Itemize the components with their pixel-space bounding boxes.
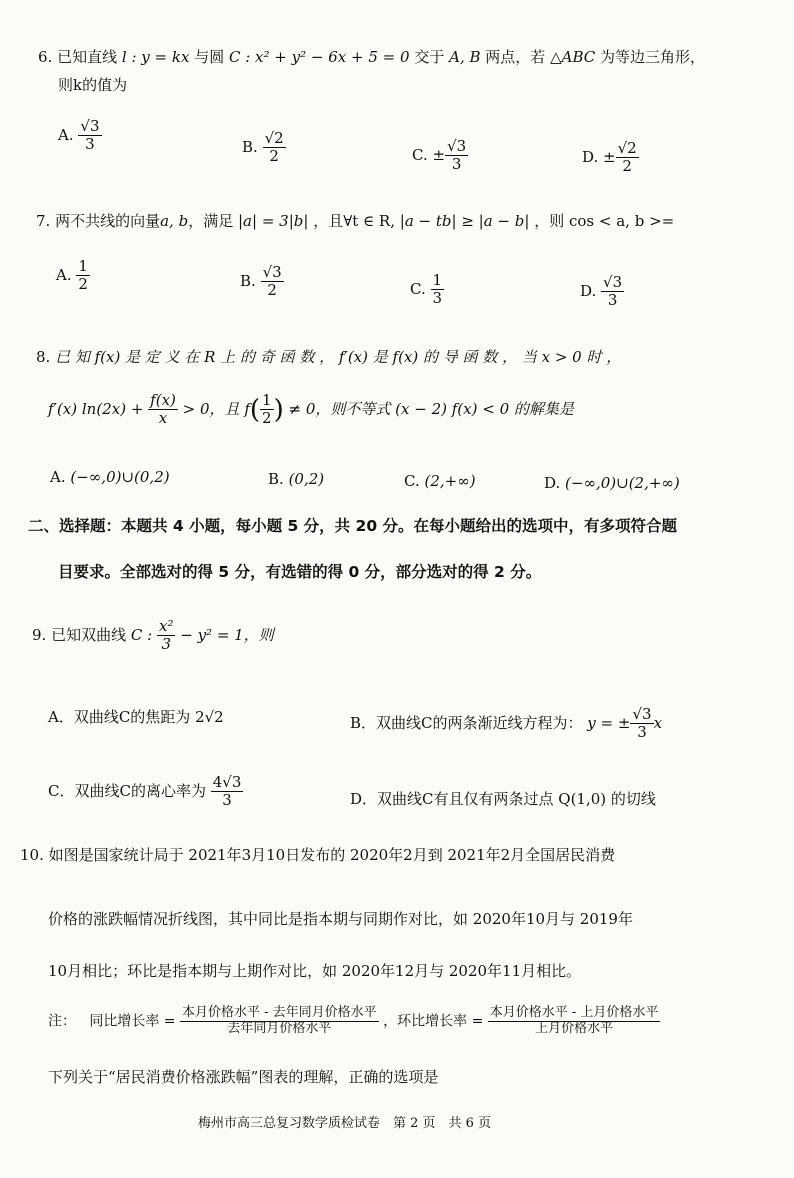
q7-number: 7. xyxy=(36,212,51,230)
q8-option-a[interactable]: A. (−∞,0)∪(0,2) xyxy=(50,468,170,486)
q6-line1: 6. 已知直线 l : y = kx 与圆 C : x² + y² − 6x + 5 = 0 交于 A, B 两点，若 △ABC 为等边三角形， xyxy=(38,48,706,66)
q8-line1: 8. 已 知 f(x) 是 定 义 在 R 上 的 奇 函 数 ， f′(x) 是 f(x) 的 导 函 数 ， 当 x > 0 时 ， xyxy=(36,348,622,366)
q6-option-b[interactable]: B. $\frac{√2}{2}$ xyxy=(242,129,284,166)
q6-option-a[interactable]: A. $\frac{√3}{3}$ xyxy=(58,117,100,154)
q9-option-c[interactable]: C．双曲线C的离心率为 $\frac{4√3}{3}$ xyxy=(48,773,242,810)
q7-option-b[interactable]: B. $\frac{√3}{2}$ xyxy=(240,263,282,300)
q6-number: 6. xyxy=(38,48,53,66)
q8-option-b[interactable]: B. (0,2) xyxy=(268,470,325,488)
q6-option-c[interactable]: C. ± $\frac{√3}{3}$ xyxy=(412,137,467,174)
q9-line1: 9. 已知双曲线 C : $\frac{\text{x²}}{3}$ − y² = 1，则 xyxy=(32,617,274,654)
q7-option-c[interactable]: C. $\frac{1}{3}$ xyxy=(410,271,443,308)
q9-option-b[interactable]: B．双曲线C的两条渐近线方程为： y = ± $\frac{√3}{3}$ x xyxy=(350,705,663,742)
q7-option-d[interactable]: D. $\frac{√3}{3}$ xyxy=(580,273,623,310)
q6-line2: 则k的值为 xyxy=(58,76,128,94)
q10-note: 注： 同比增长率 = $\frac{\text{本月价格水平 - 去年同月价格水平}}{\text{去年同月价格水平}}$ ，环比增长率 = $\frac{\text{本月价格水平 - 上月价格水平}}{\text{上月价格水平}}$ xyxy=(48,1005,659,1036)
section2-line1: 二、选择题：本题共 4 小题，每小题 5 分，共 20 分。在每小题给出的选项中，有多项符合题 xyxy=(28,517,678,535)
q10-line2: 价格的涨跌幅情况折线图，其中同比是指本期与同期作对比，如 2020年10月与 2019年 xyxy=(48,910,633,928)
q8-line2: f′(x) ln(2x) + $\frac{f(x)}{x}$ > 0，且 f( $\frac{1}{2}$ ) ≠ 0，则不等式 (x − 2) f(x) < 0 的解集是 xyxy=(48,391,574,428)
q8-number: 8. xyxy=(36,348,51,366)
q9-number: 9. xyxy=(32,625,47,644)
q8-option-d[interactable]: D. (−∞,0)∪(2,+∞) xyxy=(544,474,680,492)
section2-line2: 目要求。全部选对的得 5 分，有选错的得 0 分，部分选对的得 2 分。 xyxy=(58,563,542,581)
q7-option-a[interactable]: A. $\frac{1}{2}$ xyxy=(56,257,88,294)
q8-option-c[interactable]: C. (2,+∞) xyxy=(404,472,476,490)
q9-option-d[interactable]: D．双曲线C有且仅有两条过点 Q(1,0) 的切线 xyxy=(350,790,656,808)
q10-number: 10. xyxy=(20,846,44,864)
q6-option-d[interactable]: D. ± $\frac{√2}{2}$ xyxy=(582,139,637,176)
page-footer: 梅州市高三总复习数学质检试卷 第 2 页 共 6 页 xyxy=(198,1116,492,1131)
q10-line3: 10月相比；环比是指本期与上期作对比，如 2020年12月与 2020年11月相比。 xyxy=(48,962,582,980)
q7-line1: 7. 两不共线的向量a, b，满足 |a| = 3|b| ，且∀t ∈ R, |a − tb| ≥ |a − b| ，则 cos < a, b >= xyxy=(36,212,675,230)
q10-line1: 10. 如图是国家统计局于 2021年3月10日发布的 2020年2月到 2021年2月全国居民消费 xyxy=(20,846,616,864)
q9-option-a[interactable]: A．双曲线C的焦距为 2√2 xyxy=(48,708,224,726)
q10-line4: 下列关于“居民消费价格涨跌幅”图表的理解，正确的选项是 xyxy=(48,1068,439,1086)
